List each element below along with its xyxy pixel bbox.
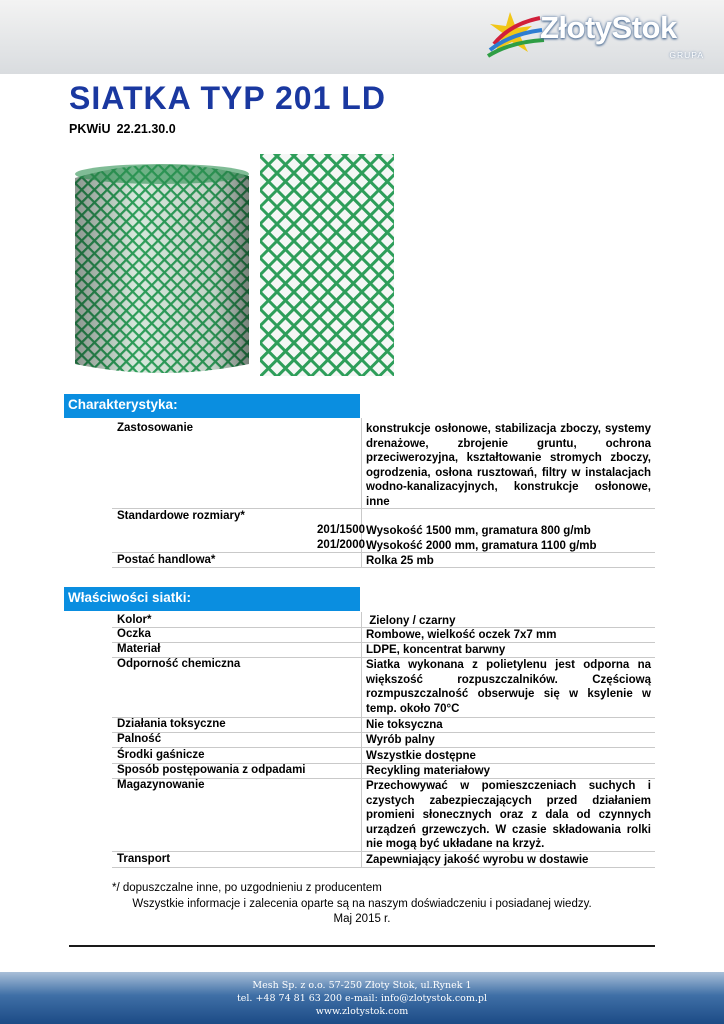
properties-table — [112, 612, 655, 868]
page-title: SIATKA TYP 201 LD — [69, 80, 386, 116]
label-srodki: Środki gaśnicze — [117, 749, 205, 761]
size-code-1500: 201/1500 — [317, 524, 365, 536]
label-magazynowanie: Magazynowanie — [117, 779, 205, 791]
footer-contact: tel. +48 74 81 63 200 e-mail: info@zlotystok.com.pl — [236, 993, 488, 1004]
size-value-2000: Wysokość 2000 mm, gramatura 1100 g/mb — [366, 540, 597, 552]
section-heading-properties: Właściwości siatki: — [68, 590, 192, 605]
table-rule — [112, 508, 655, 509]
company-logo — [480, 4, 710, 68]
value-oczka: Rombowe, wielkość oczek 7x7 mm — [366, 629, 557, 641]
table-rule — [112, 567, 655, 568]
label-transport: Transport — [117, 853, 171, 865]
label-postac: Postać handlowa* — [117, 554, 216, 566]
section-bar-characteristics — [64, 394, 360, 418]
value-srodki: Wszystkie dostępne — [366, 750, 476, 762]
label-oczka: Oczka — [117, 628, 151, 640]
label-palnosc: Palność — [117, 733, 162, 745]
value-kolor: Zielony / czarny — [366, 615, 456, 627]
size-code-2000: 201/2000 — [317, 539, 365, 551]
pkwiu-line — [69, 122, 176, 136]
value-odpornosc: Siatka wykonana z polietylenu jest odporna na większość rozpuszczalników. Częściową rozmpuszczalność obserwuje się w ksylenie w temp. około 70°C — [366, 659, 651, 715]
logo-group-text: GRUPA — [669, 50, 704, 60]
footnote-disclaimer: Wszystkie informacje i zalecenia oparte są na naszym doświadczeniu i posiadanej wiedzy. — [132, 898, 592, 910]
value-material: LDPE, koncentrat barwny — [366, 644, 506, 656]
footnote-date: Maj 2015 r. — [333, 913, 391, 925]
footer-divider — [69, 945, 655, 947]
value-odpady: Recykling materiałowy — [366, 765, 490, 777]
value-zastosowanie: konstrukcje osłonowe, stabilizacja zboczy, systemy drenażowe, zbrojenie gruntu, ochrona przeciwerozyjna, kształtowanie stromych zboczy, ogrodzenia, osłona rusztowań, filtry w instalacjach wodno-kanalizacyjnych, konstrukcje osłonowe, inne — [366, 423, 651, 508]
size-value-1500: Wysokość 1500 mm, gramatura 800 g/mb — [366, 525, 591, 537]
header-band — [0, 0, 724, 74]
footer-band — [0, 972, 724, 1024]
pkwiu-code: 22.21.30.0 — [116, 122, 176, 136]
mesh-roll-photo — [69, 150, 254, 378]
section-heading-characteristics: Charakterystyka: — [68, 397, 178, 412]
pkwiu-label: PKWiU — [69, 122, 111, 136]
logo-brand-text: ZłotyStok — [540, 10, 677, 45]
section-bar-properties — [64, 587, 360, 611]
table-rule — [112, 851, 655, 852]
table-rule — [112, 747, 655, 748]
mesh-closeup-photo — [260, 154, 394, 376]
label-rozmiary: Standardowe rozmiary* — [117, 510, 245, 522]
characteristics-table — [112, 418, 655, 568]
table-divider — [361, 612, 362, 868]
footer-website: www.zlotystok.com — [315, 1006, 409, 1017]
value-palnosc: Wyrób palny — [366, 734, 435, 746]
value-transport: Zapewniający jakość wyrobu w dostawie — [366, 854, 589, 866]
table-rule — [112, 867, 655, 868]
label-zastosowanie: Zastosowanie — [117, 422, 194, 434]
footnote-custom: */ dopuszczalne inne, po uzgodnieniu z producentem — [112, 882, 382, 894]
value-toksyczne: Nie toksyczna — [366, 719, 443, 731]
table-rule — [112, 552, 655, 553]
label-kolor: Kolor* — [117, 614, 152, 626]
label-odpornosc: Odporność chemiczna — [117, 658, 241, 670]
value-magazynowanie: Przechowywać w pomieszczeniach suchych i czystych zabezpieczających przed działaniem promieni słonecznych oraz z dala od czynnych urządzeń grzewczych. W czasie składowania rolki nie mogą być układane na krzyż. — [366, 780, 651, 851]
label-odpady: Sposób postępowania z odpadami — [117, 764, 306, 776]
label-toksyczne: Działania toksyczne — [117, 718, 226, 730]
label-material: Materiał — [117, 643, 161, 655]
value-postac: Rolka 25 mb — [366, 555, 434, 567]
footer-address: Mesh Sp. z o.o. 57-250 Złoty Stok, ul.Rynek 1 — [252, 980, 472, 991]
